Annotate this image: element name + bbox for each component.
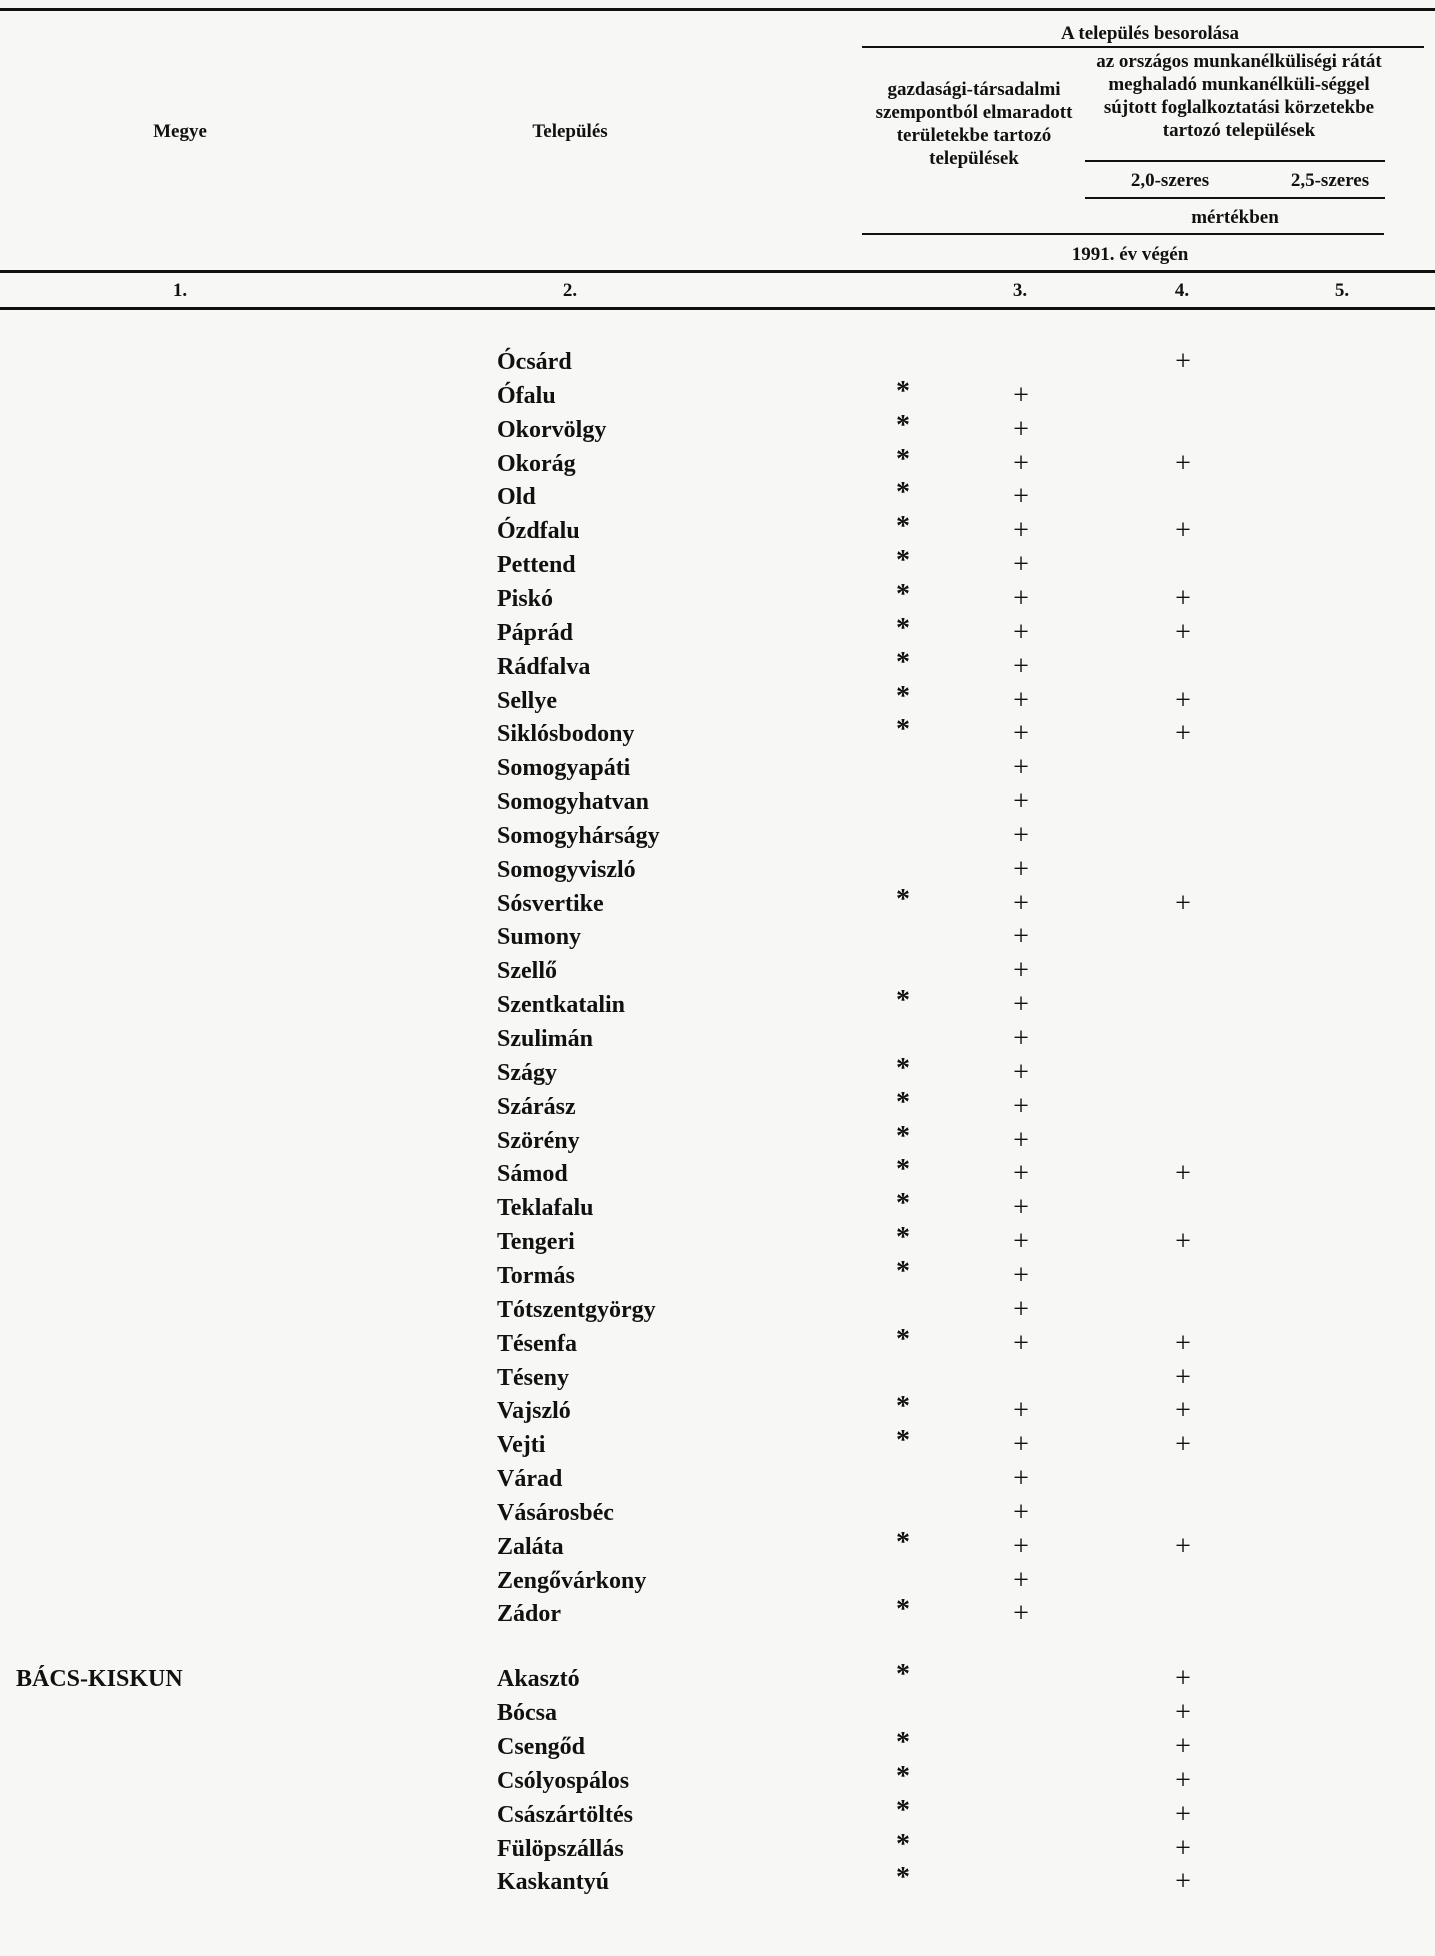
telepules-name: Fülöpszállás bbox=[497, 1835, 624, 1862]
telepules-name: Páprád bbox=[497, 619, 574, 646]
sub-rule-2 bbox=[1085, 197, 1385, 199]
col4-plus-mark: + bbox=[1013, 379, 1029, 411]
telepules-name: Teklafalu bbox=[497, 1195, 594, 1222]
col4-plus-mark: + bbox=[1013, 1124, 1029, 1156]
telepules-name: Várad bbox=[497, 1466, 563, 1493]
col3-star-mark: * bbox=[896, 1727, 910, 1758]
table-row bbox=[0, 1462, 1435, 1496]
table-row bbox=[0, 1526, 1435, 1564]
colnum-1: 1. bbox=[172, 280, 188, 301]
col3-star-mark: * bbox=[896, 1526, 910, 1558]
col3-star-mark: * bbox=[896, 1052, 910, 1084]
telepules-name: Pettend bbox=[497, 552, 576, 579]
telepules-name: Okorvölgy bbox=[497, 416, 607, 443]
table-row bbox=[0, 1052, 1435, 1090]
col5-plus-mark: + bbox=[1175, 684, 1191, 716]
table-row bbox=[0, 853, 1435, 887]
telepules-name: Szellő bbox=[497, 958, 557, 985]
table-row bbox=[0, 714, 1435, 751]
telepules-name: Somogyapáti bbox=[497, 755, 631, 782]
col3-star-mark: * bbox=[896, 511, 910, 543]
col5-plus-mark: + bbox=[1175, 1866, 1191, 1898]
col5-plus-mark: + bbox=[1175, 718, 1191, 750]
table-row bbox=[0, 1727, 1435, 1764]
col4-plus-mark: + bbox=[1013, 1327, 1029, 1359]
table-row bbox=[0, 785, 1435, 819]
col5-header: 2,5-szeres bbox=[1290, 170, 1370, 191]
telepules-name: Szárász bbox=[497, 1093, 576, 1120]
table-row bbox=[0, 612, 1435, 650]
col45-header bbox=[1090, 26, 1388, 150]
telepules-name: Sósvertike bbox=[497, 890, 604, 917]
group-title: A település besorolása bbox=[1060, 23, 1240, 44]
col4-plus-mark: + bbox=[1013, 684, 1029, 716]
table-row bbox=[0, 545, 1435, 582]
col3-star-mark: * bbox=[896, 1594, 910, 1626]
colnum-3: 3. bbox=[1012, 280, 1028, 301]
col5-plus-mark: + bbox=[1175, 1663, 1191, 1695]
telepules-name: Bócsa bbox=[497, 1700, 557, 1727]
telepules-name: Vejti bbox=[497, 1432, 546, 1459]
col4-plus-mark: + bbox=[1013, 955, 1029, 987]
col3-star-mark: * bbox=[896, 477, 910, 509]
col4-plus-mark: + bbox=[1013, 1226, 1029, 1258]
col4-plus-mark: + bbox=[1013, 853, 1029, 885]
col5-plus-mark: + bbox=[1175, 1226, 1191, 1258]
telepules-name: Piskó bbox=[497, 585, 554, 612]
col4-plus-mark: + bbox=[1013, 786, 1029, 818]
telepules-name: Szörény bbox=[497, 1127, 580, 1154]
col3-star-mark: * bbox=[896, 883, 910, 915]
table-row bbox=[0, 985, 1435, 1022]
telepules-name: Csengőd bbox=[497, 1734, 586, 1760]
telepules-name: Sámod bbox=[497, 1161, 568, 1188]
col3-star-mark: * bbox=[896, 1120, 910, 1152]
col4-plus-mark: + bbox=[1013, 1463, 1029, 1495]
table-row bbox=[0, 883, 1435, 921]
sub-rule-1 bbox=[1085, 160, 1385, 162]
table-row bbox=[0, 1564, 1435, 1598]
col5-plus-mark: + bbox=[1175, 582, 1191, 614]
telepules-name: Tésenfa bbox=[497, 1330, 577, 1357]
col3-star-mark: * bbox=[896, 1391, 910, 1423]
col3-star-mark: * bbox=[896, 1760, 910, 1792]
col3-star-mark: * bbox=[896, 680, 910, 712]
table-row bbox=[0, 1188, 1435, 1225]
col5-plus-mark: + bbox=[1175, 1395, 1191, 1427]
col3-star-mark: * bbox=[896, 578, 910, 610]
telepules-name: Téseny bbox=[497, 1364, 569, 1391]
colnum-4: 4. bbox=[1174, 280, 1190, 301]
megye-label: BÁCS-KISKUN bbox=[16, 1666, 183, 1693]
col3-star-mark: * bbox=[896, 1255, 910, 1287]
table-row bbox=[0, 1794, 1435, 1832]
col4-plus-mark: + bbox=[1013, 582, 1029, 614]
telepules-name: Vajszló bbox=[497, 1398, 571, 1425]
col3-star-mark: * bbox=[896, 612, 910, 644]
telepules-name: Old bbox=[497, 484, 536, 511]
telepules-name: Csólyospálos bbox=[497, 1767, 630, 1794]
telepules-name: Sellye bbox=[497, 687, 557, 714]
col4-plus-mark: + bbox=[1013, 1023, 1029, 1054]
col4-plus-mark: + bbox=[1013, 481, 1029, 513]
col4-plus-mark: + bbox=[1013, 1056, 1029, 1088]
col4-plus-mark: + bbox=[1013, 1293, 1029, 1325]
col5-plus-mark: + bbox=[1175, 1327, 1191, 1359]
col3-star-mark: * bbox=[896, 443, 910, 475]
col4-plus-mark: + bbox=[1013, 616, 1029, 648]
col3-star-mark: * bbox=[896, 1828, 910, 1860]
col4-plus-mark: + bbox=[1013, 921, 1029, 953]
telepules-name: Vásárosbéc bbox=[497, 1499, 614, 1526]
col4-plus-mark: + bbox=[1013, 1395, 1029, 1427]
table-row bbox=[0, 443, 1435, 481]
col3-star-mark: * bbox=[896, 545, 910, 577]
table-row bbox=[0, 680, 1435, 718]
table-row bbox=[0, 1760, 1435, 1798]
table-row bbox=[0, 511, 1435, 548]
mertek-label: mértékben bbox=[1191, 207, 1279, 228]
col4-plus-mark: + bbox=[1013, 887, 1029, 919]
col4-plus-mark: + bbox=[1013, 1158, 1029, 1190]
table-row bbox=[0, 578, 1435, 616]
telepules-name: Okorág bbox=[497, 450, 576, 477]
telepules-name: Tótszentgyörgy bbox=[497, 1296, 656, 1323]
col3-star-mark: * bbox=[896, 1154, 910, 1186]
table-row bbox=[0, 1862, 1435, 1899]
col4-plus-mark: + bbox=[1013, 1259, 1029, 1291]
table-row bbox=[0, 1086, 1435, 1124]
col4-plus-mark: + bbox=[1013, 1429, 1029, 1461]
col5-plus-mark: + bbox=[1175, 1158, 1191, 1190]
col5-plus-mark: + bbox=[1175, 515, 1191, 547]
col3-star-mark: * bbox=[896, 1659, 910, 1691]
table-row bbox=[0, 345, 1435, 379]
col4-plus-mark: + bbox=[1013, 752, 1029, 784]
col3-star-mark: * bbox=[896, 409, 910, 441]
telepules-name: Ózdfalu bbox=[497, 518, 580, 545]
col4-plus-mark: + bbox=[1013, 1598, 1029, 1630]
header-rule bbox=[0, 270, 1435, 273]
col4-plus-mark: + bbox=[1013, 413, 1029, 445]
col5-plus-mark: + bbox=[1175, 1697, 1191, 1729]
col5-plus-mark: + bbox=[1175, 1530, 1191, 1562]
telepules-name: Akasztó bbox=[497, 1666, 580, 1693]
col3-star-mark: * bbox=[896, 375, 910, 407]
col5-plus-mark: + bbox=[1175, 1429, 1191, 1461]
table-row bbox=[0, 1696, 1435, 1730]
telepules-name: Siklósbodony bbox=[497, 721, 635, 748]
table-row bbox=[0, 1222, 1435, 1259]
col4-plus-mark: + bbox=[1013, 1192, 1029, 1224]
col3-star-mark: * bbox=[896, 646, 910, 678]
table-row bbox=[0, 1594, 1435, 1631]
col-megye-header: Megye bbox=[153, 121, 207, 142]
col5-plus-mark: + bbox=[1175, 346, 1191, 377]
telepules-name: Szentkatalin bbox=[497, 992, 626, 1019]
col3-star-mark: * bbox=[896, 1862, 910, 1894]
col5-plus-mark: + bbox=[1175, 1798, 1191, 1830]
telepules-name: Kaskantyú bbox=[497, 1869, 610, 1896]
table-row bbox=[0, 1659, 1435, 1696]
table-row bbox=[0, 920, 1435, 954]
col3-star-mark: * bbox=[896, 1323, 910, 1355]
table-row bbox=[0, 1022, 1435, 1056]
telepules-name: Sumony bbox=[497, 924, 582, 951]
telepules-name: Császártöltés bbox=[497, 1801, 633, 1828]
table-row bbox=[0, 751, 1435, 785]
table-row bbox=[0, 819, 1435, 853]
telepules-name: Rádfalva bbox=[497, 653, 591, 680]
col3-star-mark: * bbox=[896, 1425, 910, 1457]
col4-plus-mark: + bbox=[1013, 1496, 1029, 1528]
table-row bbox=[0, 1154, 1435, 1191]
numbers-rule bbox=[0, 307, 1435, 310]
table-row bbox=[0, 409, 1435, 447]
col4-plus-mark: + bbox=[1013, 1530, 1029, 1562]
telepules-name: Szulimán bbox=[497, 1026, 594, 1052]
col4-plus-mark: + bbox=[1013, 549, 1029, 581]
col4-plus-mark: + bbox=[1013, 650, 1029, 682]
col4-plus-mark: + bbox=[1013, 819, 1029, 851]
col4-plus-mark: + bbox=[1013, 447, 1029, 479]
col3-star-mark: * bbox=[896, 1086, 910, 1118]
col4-plus-mark: + bbox=[1013, 515, 1029, 547]
col45-header-text: az országos munkanélküliségi rátát meghaladó munkanélküli-séggel sújtott foglalkoztatási körzetekbe tartozó települések bbox=[1096, 51, 1382, 141]
col4-plus-mark: + bbox=[1013, 1090, 1029, 1122]
colnum-5: 5. bbox=[1334, 280, 1350, 301]
telepules-name: Zengővárkony bbox=[497, 1567, 647, 1594]
table-row bbox=[0, 646, 1435, 684]
telepules-name: Ófalu bbox=[497, 382, 556, 409]
col3-star-mark: * bbox=[896, 714, 910, 746]
telepules-name: Somogyviszló bbox=[497, 856, 636, 883]
table-row bbox=[0, 1828, 1435, 1866]
table-row bbox=[0, 477, 1435, 514]
col5-plus-mark: + bbox=[1175, 1731, 1191, 1762]
col4-header: 2,0-szeres bbox=[1130, 170, 1210, 191]
col5-plus-mark: + bbox=[1175, 1361, 1191, 1393]
col5-plus-mark: + bbox=[1175, 447, 1191, 479]
table-row bbox=[0, 1391, 1435, 1428]
col-telepules-header: Település bbox=[532, 121, 608, 142]
telepules-name: Ócsárd bbox=[497, 349, 572, 375]
col5-plus-mark: + bbox=[1175, 1764, 1191, 1796]
year-label: 1991. év végén bbox=[1071, 244, 1189, 265]
col4-plus-mark: + bbox=[1013, 1564, 1029, 1596]
telepules-name: Tormás bbox=[497, 1262, 575, 1289]
col3-star-mark: * bbox=[896, 1794, 910, 1826]
telepules-name: Somogyhárságy bbox=[497, 822, 660, 849]
colnum-2: 2. bbox=[562, 280, 578, 301]
table-row bbox=[0, 954, 1435, 988]
telepules-name: Zaláta bbox=[497, 1533, 564, 1560]
col5-plus-mark: + bbox=[1175, 887, 1191, 919]
telepules-name: Zádor bbox=[497, 1601, 562, 1628]
col3-header: gazdasági-társadalmi szempontból elmaradott területekbe tartozó települések bbox=[875, 79, 1073, 169]
col5-plus-mark: + bbox=[1175, 616, 1191, 648]
table-row bbox=[0, 375, 1435, 413]
table-row bbox=[0, 1120, 1435, 1158]
telepules-name: Somogyhatvan bbox=[497, 789, 650, 816]
table-row bbox=[0, 1425, 1435, 1462]
col3-star-mark: * bbox=[896, 985, 910, 1017]
table-row bbox=[0, 1361, 1435, 1395]
col3-star-mark: * bbox=[896, 1222, 910, 1254]
col5-plus-mark: + bbox=[1175, 1832, 1191, 1864]
sub-rule-3 bbox=[862, 233, 1384, 235]
top-rule bbox=[0, 8, 1435, 11]
table-row bbox=[0, 1255, 1435, 1293]
telepules-name: Tengeri bbox=[497, 1229, 575, 1256]
table-row bbox=[0, 1323, 1435, 1361]
col4-plus-mark: + bbox=[1013, 989, 1029, 1021]
table-row bbox=[0, 1293, 1435, 1327]
col4-plus-mark: + bbox=[1013, 718, 1029, 750]
telepules-name: Szágy bbox=[497, 1059, 557, 1086]
col3-star-mark: * bbox=[896, 1188, 910, 1220]
table-row bbox=[0, 1496, 1435, 1530]
